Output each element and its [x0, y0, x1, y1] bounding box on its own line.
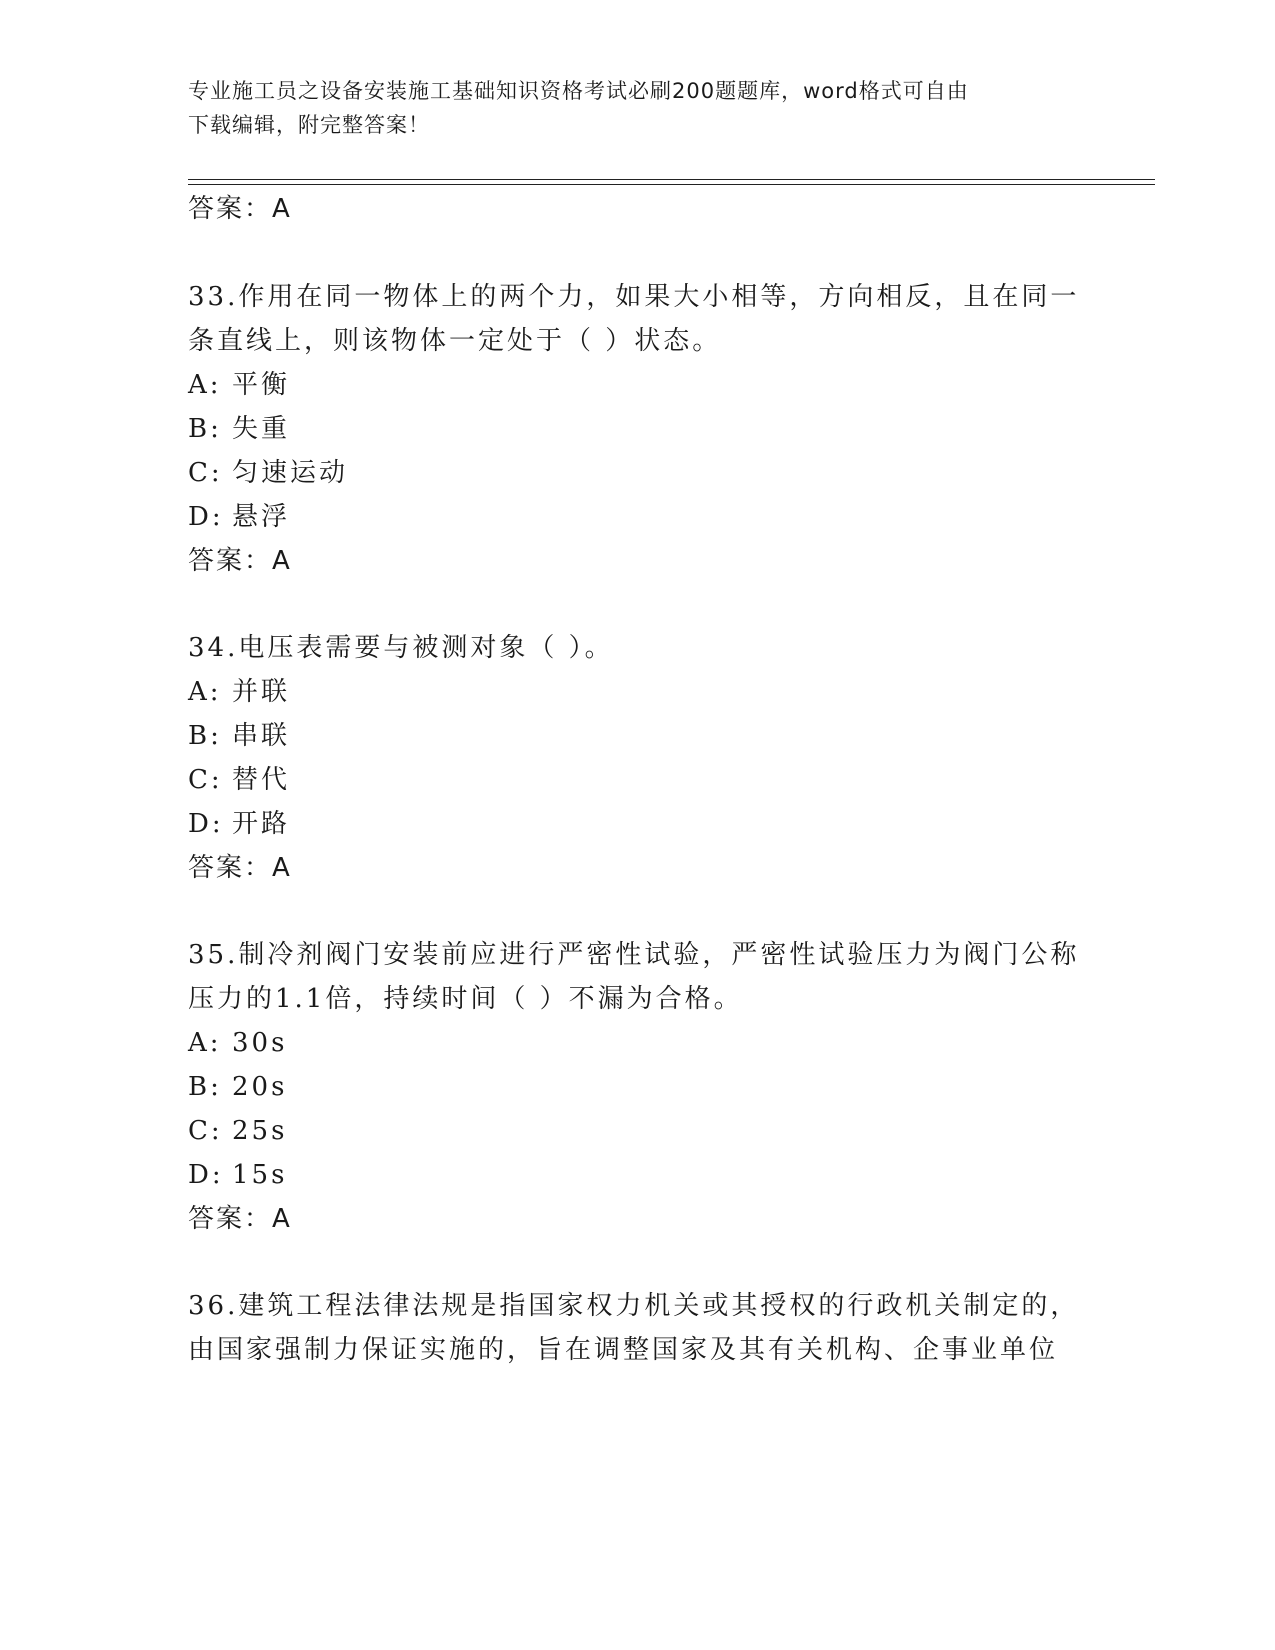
question-36-line-2: 由国家强制力保证实施的，旨在调整国家及其有关机构、企事业单位	[188, 1335, 1059, 1365]
q34-option-b: B: 串联	[188, 721, 291, 751]
q35-option-a: A: 30s	[188, 1028, 288, 1058]
q34-option-c: C: 替代	[188, 765, 291, 795]
question-34-line-1: 34.电压表需要与被测对象（ ）。	[188, 633, 614, 663]
q33-option-c: C: 匀速运动	[188, 458, 349, 488]
answer-q33: 答案：A	[188, 546, 292, 576]
question-35-line-2: 压力的1.1倍，持续时间（ ）不漏为合格。	[188, 984, 743, 1014]
header-line-1: 专业施工员之设备安装施工基础知识资格考试必刷200题题库，word格式可自由	[188, 79, 969, 103]
header-line-2: 下载编辑，附完整答案！	[188, 113, 430, 137]
question-36-line-1: 36.建筑工程法律法规是指国家权力机关或其授权的行政机关制定的，	[188, 1291, 1080, 1321]
q35-option-c: C: 25s	[188, 1116, 288, 1146]
q35-option-b: B: 20s	[188, 1072, 288, 1102]
q33-option-d: D: 悬浮	[188, 502, 291, 532]
q33-option-b: B: 失重	[188, 414, 291, 444]
q33-option-a: A: 平衡	[188, 370, 291, 400]
q34-option-a: A: 并联	[188, 677, 291, 707]
header-divider-top	[188, 179, 1155, 180]
q35-option-d: D: 15s	[188, 1160, 288, 1190]
answer-q35: 答案：A	[188, 1204, 292, 1234]
question-33-line-1: 33.作用在同一物体上的两个力，如果大小相等，方向相反，且在同一	[188, 282, 1080, 312]
header-divider-bottom	[188, 184, 1155, 185]
question-33-line-2: 条直线上，则该物体一定处于（ ）状态。	[188, 326, 722, 356]
q34-option-d: D: 开路	[188, 809, 291, 839]
answer-q32: 答案：A	[188, 194, 292, 224]
question-35-line-1: 35.制冷剂阀门安装前应进行严密性试验，严密性试验压力为阀门公称	[188, 940, 1080, 970]
answer-q34: 答案：A	[188, 853, 292, 883]
document-header	[188, 74, 1068, 142]
